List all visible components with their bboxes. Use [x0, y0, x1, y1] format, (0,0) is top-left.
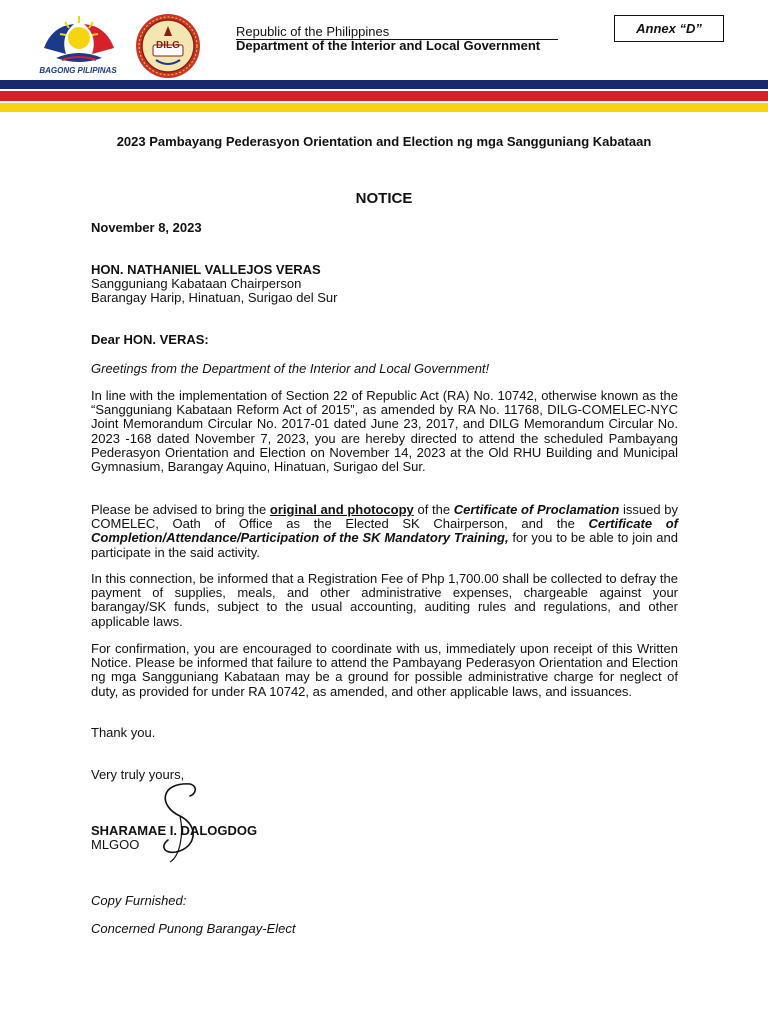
salutation: Dear HON. VERAS:	[91, 332, 209, 347]
signatory-name: SHARAMAE I. DALOGDOG	[91, 823, 258, 838]
emphasis-certificate-training: Certificate of Completion/Attendance/Participation of the SK Mandatory Training,	[91, 516, 678, 546]
emphasis-original-photocopy: original and photocopy	[269, 502, 414, 517]
recipient-name: HON. NATHANIEL VALLEJOS VERAS	[91, 262, 321, 277]
dilg-seal-text: DILG	[156, 40, 180, 51]
greeting: Greetings from the Department of the Interior and Local Government!	[91, 361, 490, 376]
copy-furnished-recipient: Concerned Punong Barangay-Elect	[91, 921, 296, 936]
paragraph-directive: In line with the implementation of Section 22 of Republic Act (RA) No. 10742, otherwise known as the “Sangguniang Kabataan Reform Act of 2015”, as amended by RA No. 11768, DILG-COMELEC-NYC Joint Memorandum Circular No. 2017-01 dated June 23, 2017, and DILG Memorandum Circular No. 2023 -168 dated November 7, 2023, you are hereby directed to attend the scheduled Pambayang Pederasyon Orientation and Election on November 14, 2023 at the Old RHU Building and Municipal Gymnasium, Barangay Aquino, Hinatuan, Surigao del Sur.	[91, 388, 678, 475]
yellow-band	[0, 103, 768, 112]
paragraph-requirements: Please be advised to bring the original and photocopy of the Certificate of Proclamation issued by COMELEC, Oath of Office as the Elected SK Chairperson, and the Certificate of Completion/Attendance/Participation of the SK Mandatory Training, for you to be able to join and participate in the said activity.	[91, 502, 678, 560]
red-band	[0, 91, 768, 101]
signatory-title: MLGOO	[91, 837, 140, 852]
thanks-line: Thank you.	[91, 725, 156, 740]
paragraph-registration-fee: In this connection, be informed that a Registration Fee of Php 1,700.00 shall be collected to defray the payment of supplies, meals, and other administrative expenses, chargeable against your barangay/SK funds, subject to the usual accounting, auditing rules and regulations, and other applicable laws.	[91, 571, 678, 629]
document-title: 2023 Pambayang Pederasyon Orientation and Election ng mga Sangguniang Kabataan	[116, 134, 652, 149]
notice-heading: NOTICE	[355, 190, 413, 207]
recipient-address: Barangay Harip, Hinatuan, Surigao del Sur	[91, 290, 338, 305]
logo-caption: BAGONG PILIPINAS	[39, 66, 117, 75]
annex-label: Annex “D”	[614, 15, 724, 42]
signature-mark	[150, 776, 230, 866]
republic-heading: Republic of the Philippines	[236, 24, 558, 40]
department-heading: Department of the Interior and Local Government	[236, 38, 541, 53]
copy-furnished-label: Copy Furnished:	[91, 893, 187, 908]
paragraph-confirmation: For confirmation, you are encouraged to coordinate with us, immediately upon receipt of this Written Notice. Please be informed that failure to attend the Pambayang Pederasyon Orientation and Election ng mga Sangguniang Kabataan may be a ground for possible administrative charge for neglect of duty, as provided for under RA 10742, as amended, and other applicable laws, and issuances.	[91, 641, 678, 699]
emphasis-certificate-proclamation: Certificate of Proclamation	[453, 502, 620, 517]
navy-band	[0, 80, 768, 89]
recipient-position: Sangguniang Kabataan Chairperson	[91, 276, 302, 291]
closing-line: Very truly yours,	[91, 767, 185, 782]
letter-date: November 8, 2023	[91, 220, 202, 235]
